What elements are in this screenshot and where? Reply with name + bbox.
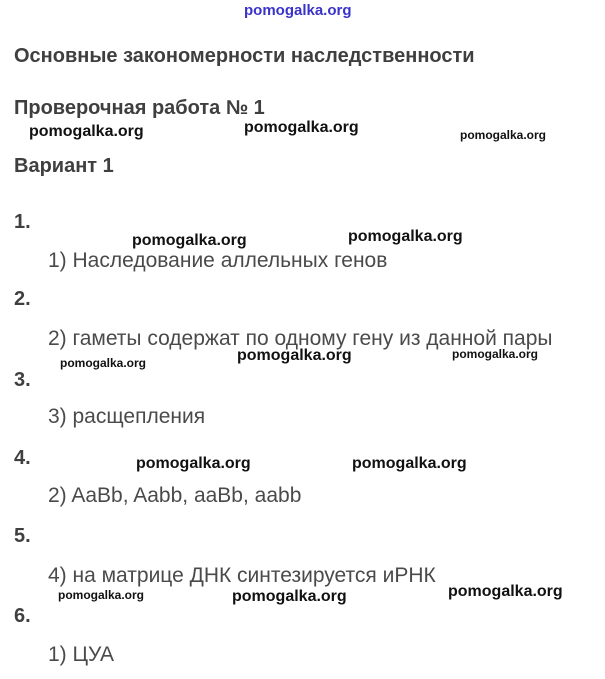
watermark: pomogalka.org	[348, 228, 463, 245]
watermark: pomogalka.org	[132, 232, 247, 249]
watermark: pomogalka.org	[136, 455, 251, 472]
answer-text: 4) на матрице ДНК синтезируется иРНК	[48, 564, 436, 587]
answer-text: 2) AaBb, Aabb, aaBb, aabb	[48, 484, 302, 507]
watermark: pomogalka.org	[58, 588, 145, 602]
topic-title: Основные закономерности наследственности	[14, 45, 475, 67]
variant-title: Вариант 1	[14, 155, 114, 177]
watermark: pomogalka.org	[452, 347, 539, 361]
answer-text: 1) ЦУА	[48, 643, 114, 666]
work-title: Проверочная работа № 1	[14, 97, 265, 119]
watermark: pomogalka.org	[460, 128, 547, 142]
question-number: 6.	[14, 605, 31, 627]
watermark: pomogalka.org	[244, 119, 359, 136]
header-watermark: pomogalka.org	[244, 2, 352, 19]
answer-text: 1) Наследование аллельных генов	[48, 249, 388, 272]
answer-text: 2) гаметы содержат по одному гену из данной пары	[48, 327, 553, 350]
watermark: pomogalka.org	[60, 356, 147, 370]
question-number: 1.	[14, 211, 31, 233]
watermark: pomogalka.org	[352, 455, 467, 472]
watermark: pomogalka.org	[448, 583, 563, 600]
answer-text: 3) расщепления	[48, 405, 206, 428]
question-number: 5.	[14, 525, 31, 547]
question-number: 4.	[14, 447, 31, 469]
question-number: 3.	[14, 369, 31, 391]
watermark: pomogalka.org	[237, 347, 352, 364]
watermark: pomogalka.org	[232, 588, 347, 605]
question-number: 2.	[14, 288, 31, 310]
watermark: pomogalka.org	[29, 123, 144, 140]
